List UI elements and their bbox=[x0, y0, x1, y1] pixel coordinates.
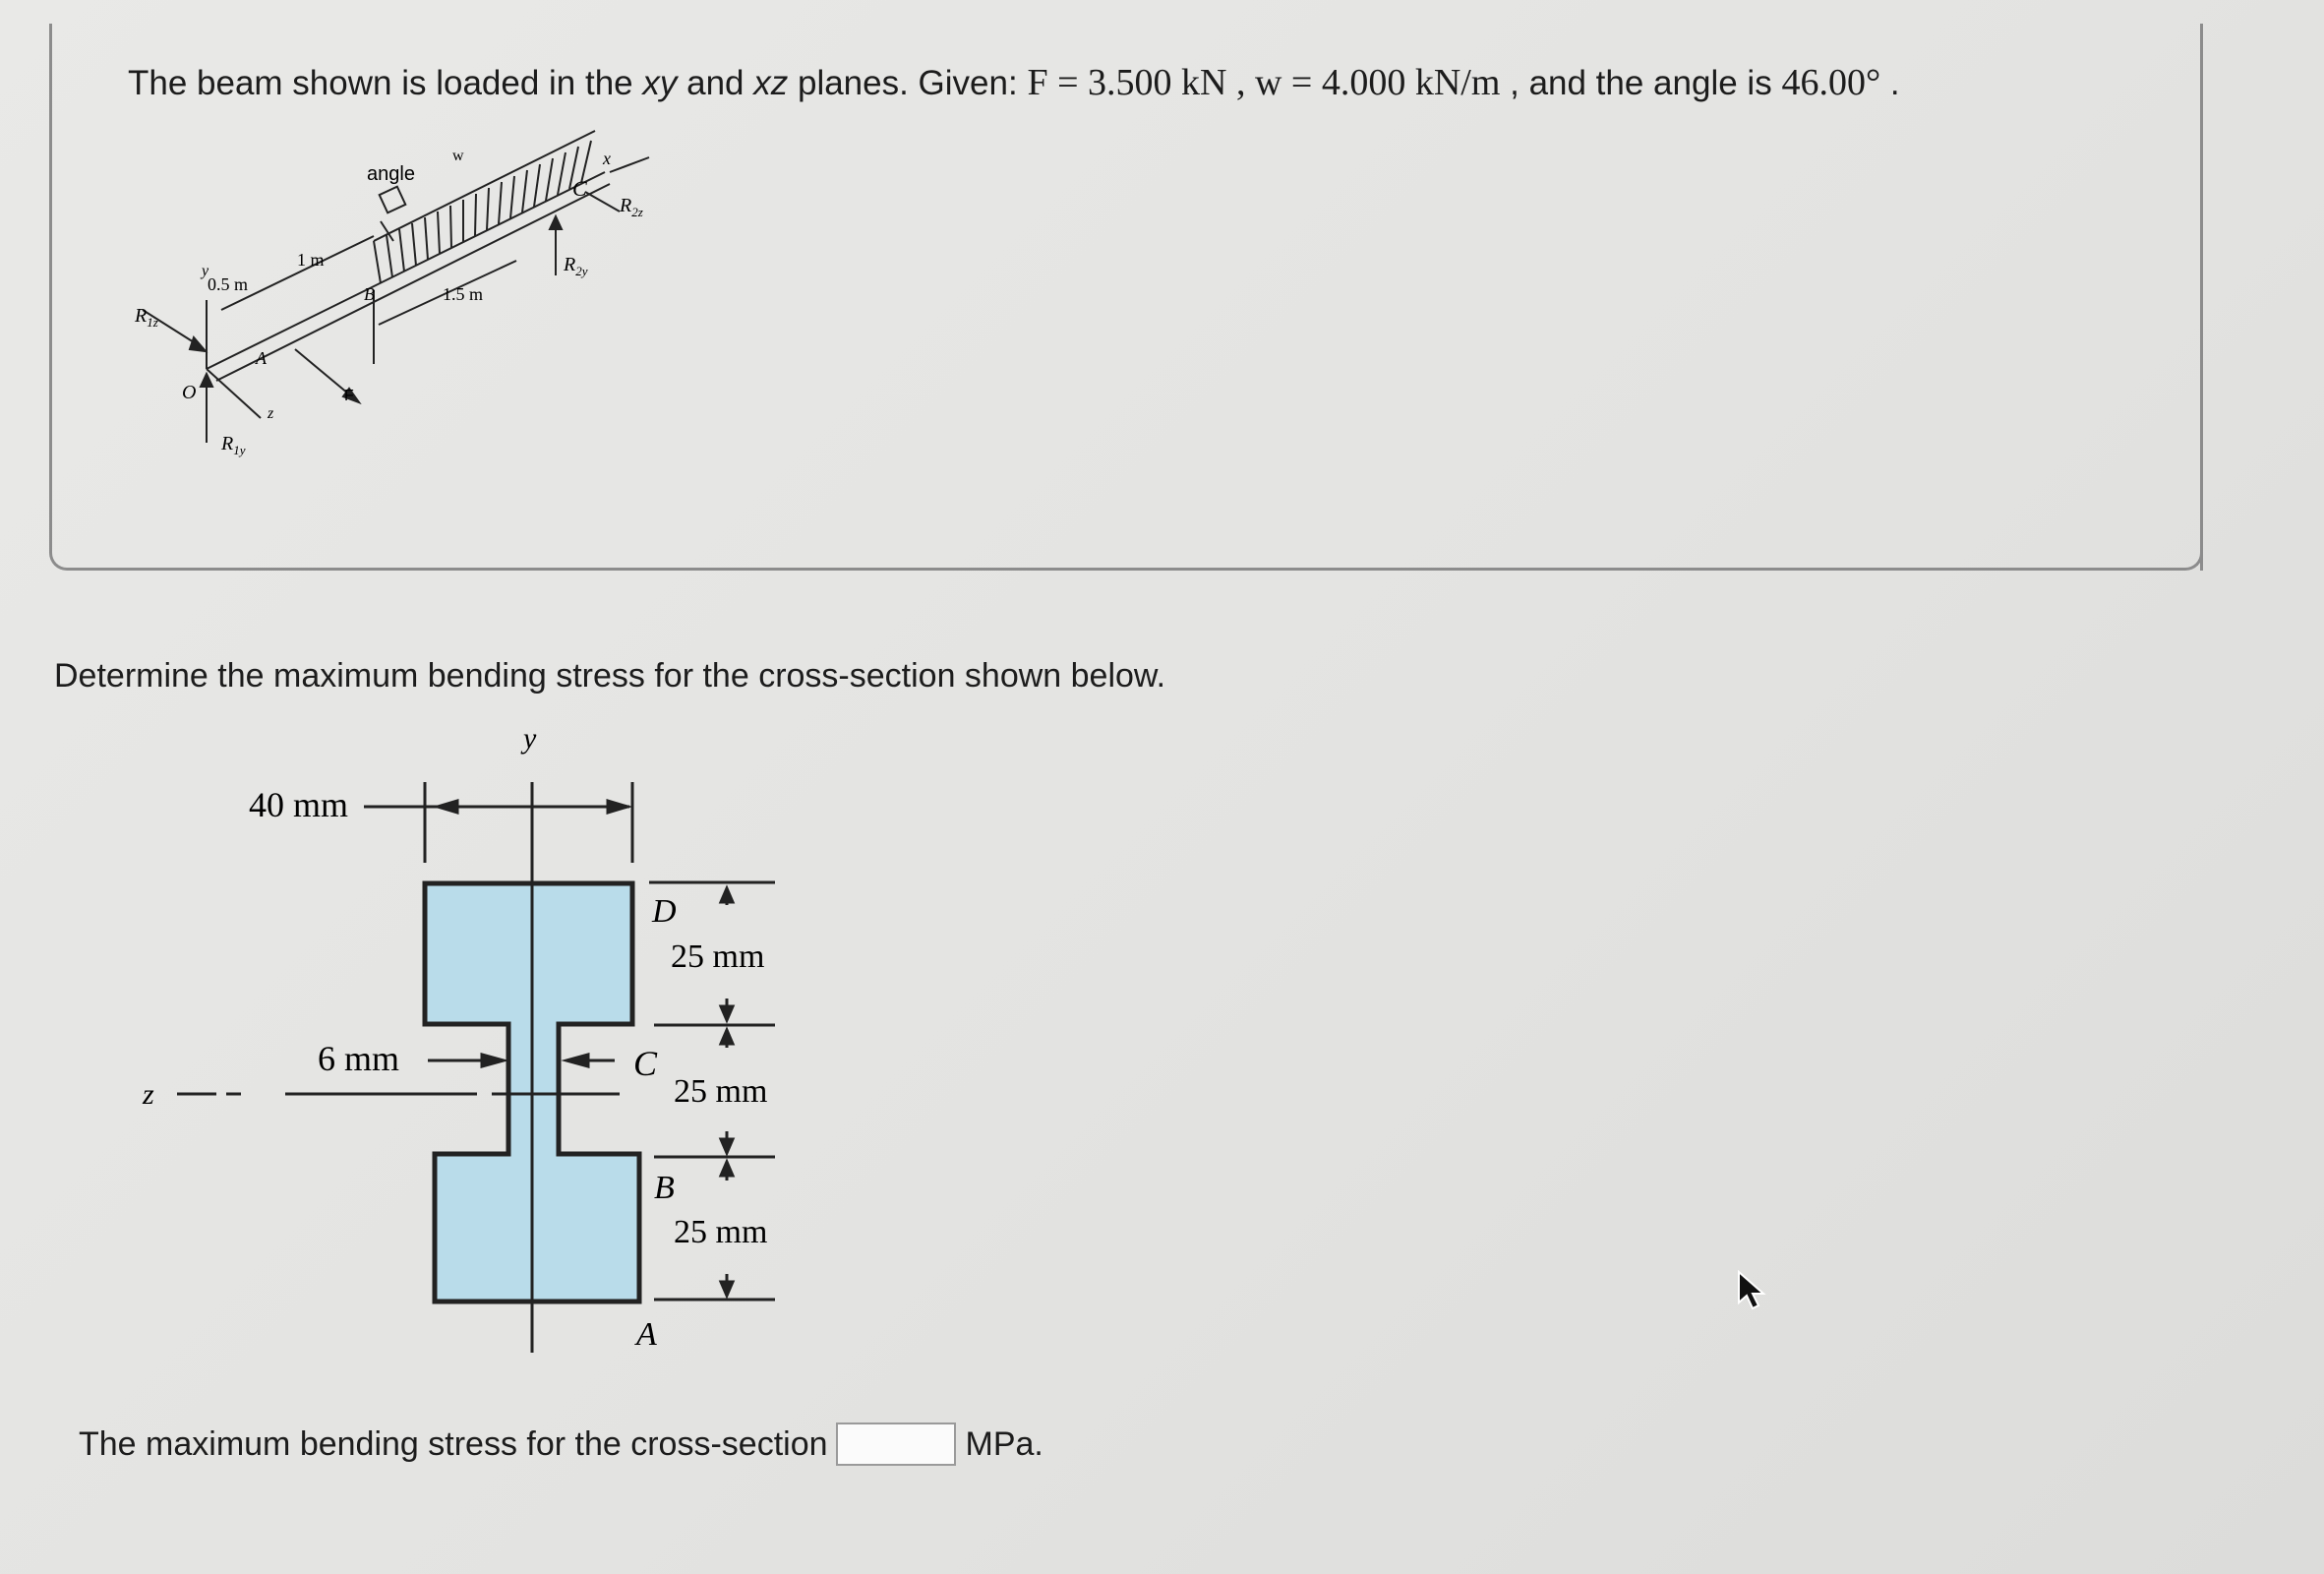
svg-text:B: B bbox=[654, 1170, 675, 1206]
svg-text:F: F bbox=[344, 388, 354, 404]
svg-text:angle: angle bbox=[367, 163, 415, 185]
svg-text:D: D bbox=[652, 893, 677, 930]
svg-text:C: C bbox=[633, 1044, 658, 1083]
svg-text:A: A bbox=[636, 1316, 657, 1353]
svg-text:A: A bbox=[256, 348, 267, 368]
answer-label: The maximum bending stress for the cross-section bbox=[79, 1424, 828, 1463]
angle-value: 46.00° bbox=[1781, 62, 1881, 103]
question-prompt: Determine the maximum bending stress for the cross-section shown below. bbox=[54, 657, 1166, 695]
svg-text:z: z bbox=[268, 405, 274, 422]
svg-text:25 mm: 25 mm bbox=[674, 1214, 768, 1250]
svg-text:R1y: $R_{1y}$ bbox=[221, 433, 246, 457]
problem-statement: The beam shown is loaded in the xy and xz planes. Given: F = 3.500 kN , w = 4.000 kN/m , and the angle is 46.00° . bbox=[128, 62, 1900, 103]
svg-text:B: B bbox=[364, 284, 375, 304]
answer-row bbox=[79, 1423, 1043, 1466]
svg-text:40 mm: 40 mm bbox=[249, 785, 349, 824]
svg-text:z: z bbox=[143, 1078, 154, 1111]
svg-text:R1z: $R_{1z}$ bbox=[135, 305, 158, 330]
svg-text:0.5 m: 0.5 m bbox=[208, 274, 249, 294]
svg-text:25 mm: 25 mm bbox=[671, 938, 765, 975]
svg-text:R2z: $R_{2z}$ bbox=[620, 195, 643, 219]
cross-section-figure bbox=[118, 713, 826, 1372]
svg-text:1.5 m: 1.5 m bbox=[443, 284, 484, 304]
svg-text:O: O bbox=[182, 382, 197, 403]
given-values: F = 3.500 kN , w = 4.000 kN/m bbox=[1027, 62, 1501, 103]
beam-figure bbox=[123, 103, 693, 477]
svg-text:y: y bbox=[202, 263, 209, 279]
svg-text:1 m: 1 m bbox=[297, 250, 325, 270]
mouse-cursor-icon bbox=[1735, 1269, 1770, 1310]
svg-text:25 mm: 25 mm bbox=[674, 1073, 768, 1110]
answer-unit: MPa. bbox=[965, 1424, 1043, 1463]
svg-text:y: y bbox=[523, 722, 537, 755]
svg-text:C: C bbox=[572, 176, 587, 201]
svg-text:6 mm: 6 mm bbox=[318, 1039, 400, 1078]
svg-text:x: x bbox=[603, 149, 611, 168]
svg-text:R2y: $R_{2y}$ bbox=[564, 254, 588, 278]
svg-text:w: w bbox=[452, 148, 464, 164]
stress-answer-input[interactable] bbox=[836, 1423, 956, 1466]
